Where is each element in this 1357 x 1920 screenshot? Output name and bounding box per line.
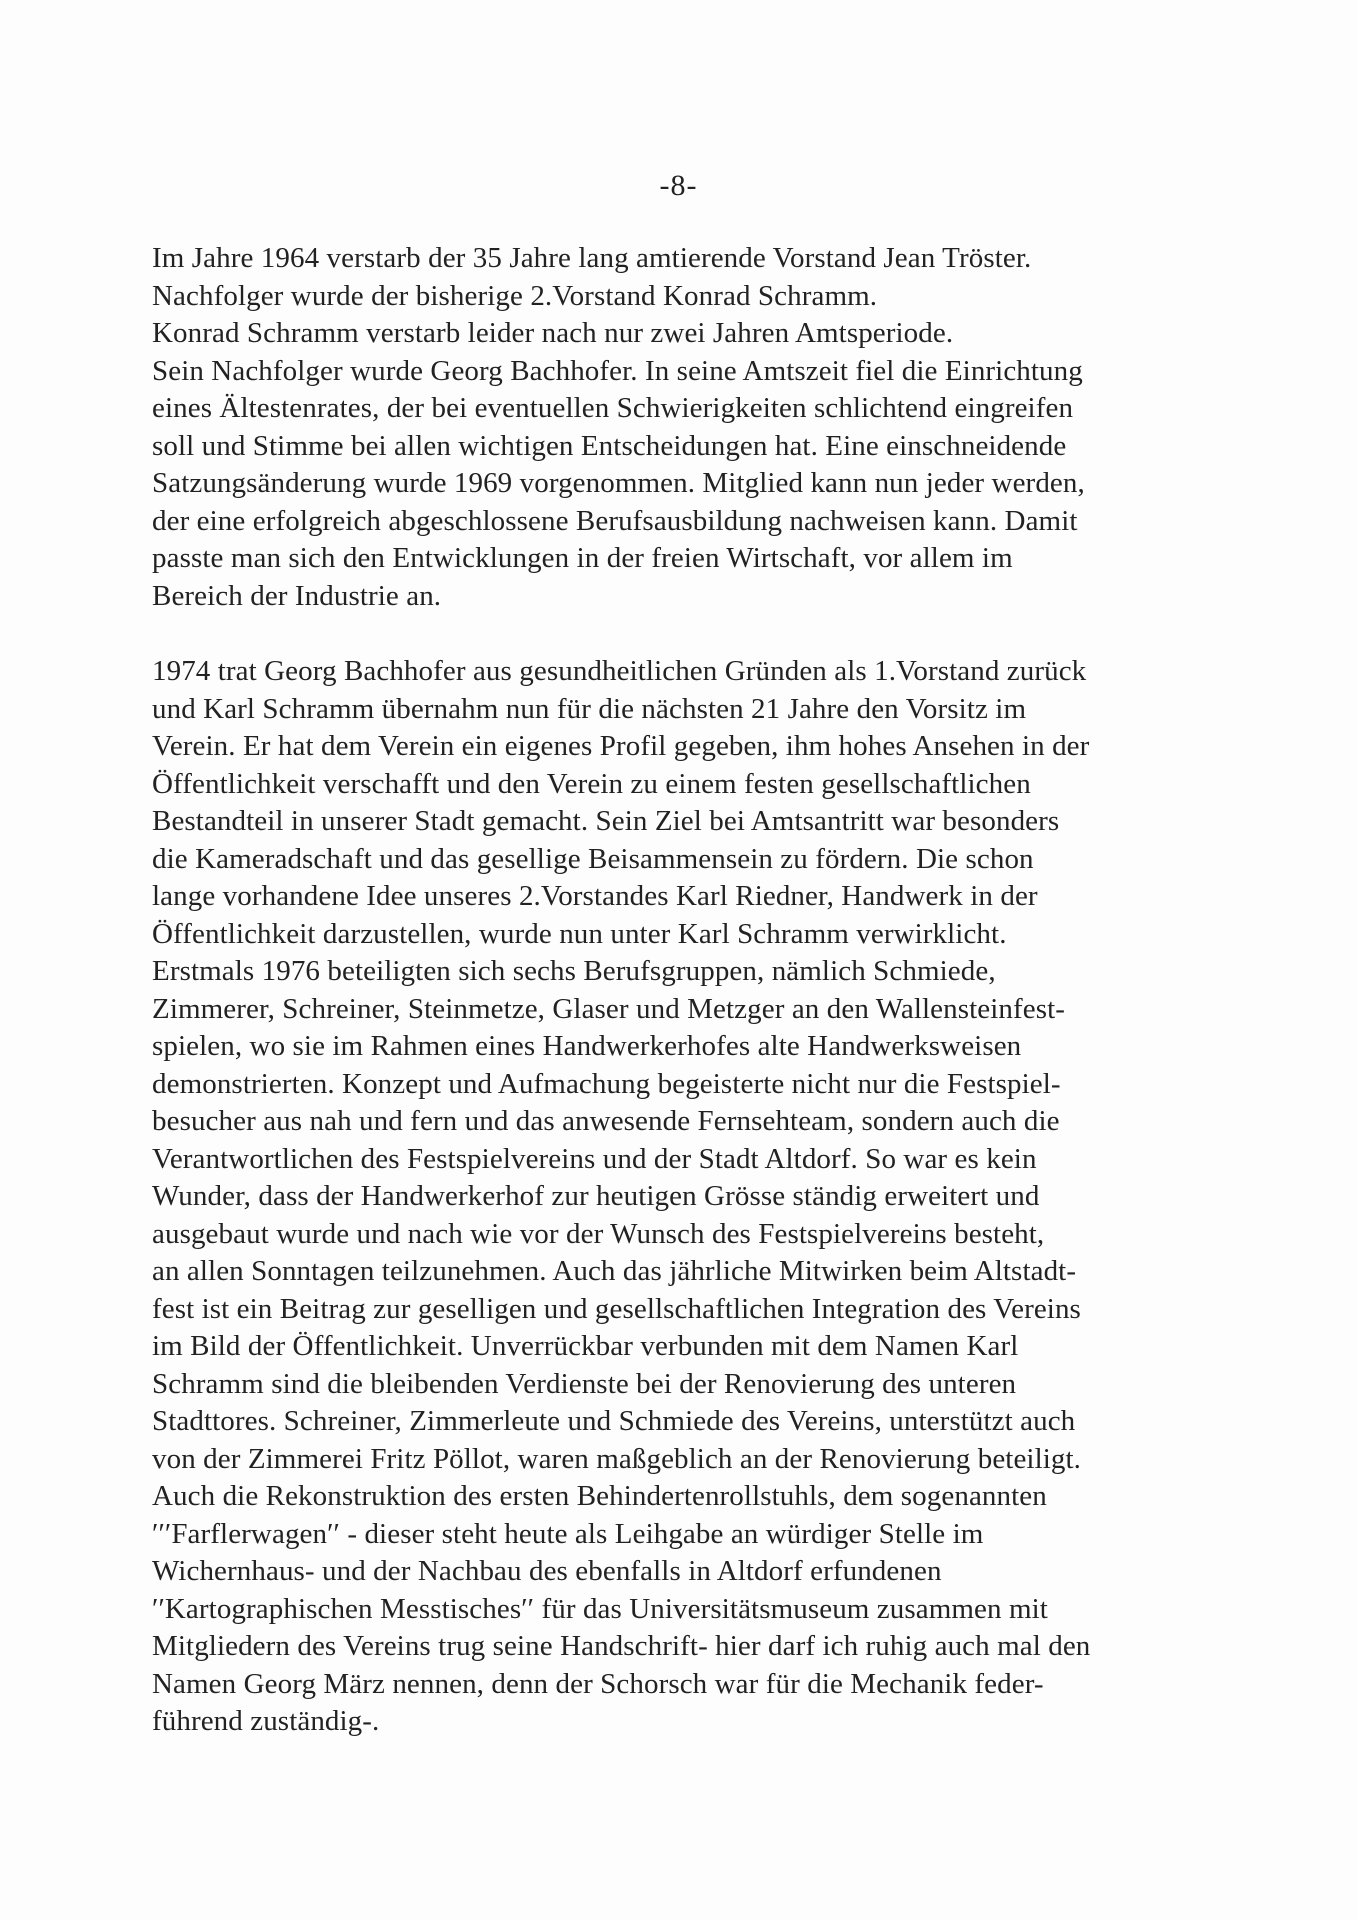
text-line: die Kameradschaft und das gesellige Beisammensein zu fördern. Die schon xyxy=(152,842,1034,875)
text-line: Im Jahre 1964 verstarb der 35 Jahre lang amtierende Vorstand Jean Tröster. xyxy=(152,242,1032,274)
page-number: -8- xyxy=(659,169,698,202)
paragraph xyxy=(152,240,1232,615)
text-line: spielen, wo sie im Rahmen eines Handwerkerhofes alte Handwerksweisen xyxy=(152,1030,1022,1062)
text-line: Bestandteil in unserer Stadt gemacht. Sein Ziel bei Amtsantritt war besonders xyxy=(152,805,1060,837)
text-line: und Karl Schramm übernahm nun für die nächsten 21 Jahre den Vorsitz im xyxy=(152,692,1027,725)
text-line: führend zuständig-. xyxy=(152,1705,380,1737)
paragraph xyxy=(152,653,1232,1741)
body-text xyxy=(152,240,1232,1741)
text-line: 1974 trat Georg Bachhofer aus gesundheitlichen Gründen als 1.Vorstand zurück xyxy=(152,655,1087,687)
text-line: an allen Sonntagen teilzunehmen. Auch das jährliche Mitwirken beim Altstadt- xyxy=(152,1255,1077,1287)
text-line: im Bild der Öffentlichkeit. Unverrückbar verbunden mit dem Namen Karl xyxy=(152,1330,1019,1362)
text-line: Wichernhaus- und der Nachbau des ebenfalls in Altdorf erfundenen xyxy=(152,1555,942,1587)
text-line: Verantwortlichen des Festspielvereins und der Stadt Altdorf. So war es kein xyxy=(152,1142,1037,1175)
text-line: ′′Kartographischen Messtisches′′ für das Universitätsmuseum zusammen mit xyxy=(152,1592,1048,1625)
text-line: Öffentlichkeit darzustellen, wurde nun unter Karl Schramm verwirklicht. xyxy=(152,917,1007,950)
text-line: Namen Georg März nennen, denn der Schorsch war für die Mechanik feder- xyxy=(152,1667,1044,1700)
text-line: soll und Stimme bei allen wichtigen Entscheidungen hat. Eine einschneidende xyxy=(152,429,1067,462)
text-line: Wunder, dass der Handwerkerhof zur heutigen Grösse ständig erweitert und xyxy=(152,1180,1040,1212)
text-line: Schramm sind die bleibenden Verdienste bei der Renovierung des unteren xyxy=(152,1367,1017,1400)
text-line: Verein. Er hat dem Verein ein eigenes Profil gegeben, ihm hohes Ansehen in der xyxy=(152,730,1090,762)
text-line: der eine erfolgreich abgeschlossene Berufsausbildung nachweisen kann. Damit xyxy=(152,504,1078,537)
text-line: Bereich der Industrie an. xyxy=(152,579,442,612)
text-line: lange vorhandene Idee unseres 2.Vorstandes Karl Riedner, Handwerk in der xyxy=(152,880,1038,912)
text-line: ′′′Farflerwagen′′ - dieser steht heute als Leihgabe an würdiger Stelle im xyxy=(152,1517,984,1550)
text-line: von der Zimmerei Fritz Pöllot, waren maßgeblich an der Renovierung beteiligt. xyxy=(152,1442,1082,1475)
text-line: fest ist ein Beitrag zur geselligen und gesellschaftlichen Integration des Vereins xyxy=(152,1292,1081,1325)
text-line: Konrad Schramm verstarb leider nach nur zwei Jahren Amtsperiode. xyxy=(152,317,954,349)
text-line: Mitgliedern des Vereins trug seine Handschrift- hier darf ich ruhig auch mal den xyxy=(152,1630,1091,1662)
text-line: Zimmerer, Schreiner, Steinmetze, Glaser und Metzger an den Wallensteinfest- xyxy=(152,992,1066,1025)
text-line: Satzungsänderung wurde 1969 vorgenommen. Mitglied kann nun jeder werden, xyxy=(152,467,1085,499)
text-line: besucher aus nah und fern und das anwesende Fernsehteam, sondern auch die xyxy=(152,1105,1060,1137)
text-line: Öffentlichkeit verschafft und den Verein zu einem festen gesellschaftlichen xyxy=(152,767,1031,800)
text-line: Auch die Rekonstruktion des ersten Behindertenrollstuhls, dem sogenannten xyxy=(152,1480,1047,1512)
text-line: demonstrierten. Konzept und Aufmachung begeisterte nicht nur die Festspiel- xyxy=(152,1067,1061,1100)
text-line: Nachfolger wurde der bisherige 2.Vorstand Konrad Schramm. xyxy=(152,279,878,312)
text-line: Sein Nachfolger wurde Georg Bachhofer. In seine Amtszeit fiel die Einrichtung xyxy=(152,354,1083,387)
text-line: ausgebaut wurde und nach wie vor der Wunsch des Festspielvereins besteht, xyxy=(152,1217,1045,1250)
text-line: Erstmals 1976 beteiligten sich sechs Berufsgruppen, nämlich Schmiede, xyxy=(152,955,996,987)
text-line: Stadttores. Schreiner, Zimmerleute und Schmiede des Vereins, unterstützt auch xyxy=(152,1405,1076,1437)
text-line: passte man sich den Entwicklungen in der freien Wirtschaft, vor allem im xyxy=(152,542,1013,574)
text-line: eines Ältestenrates, der bei eventuellen Schwierigkeiten schlichtend eingreifen xyxy=(152,392,1074,424)
